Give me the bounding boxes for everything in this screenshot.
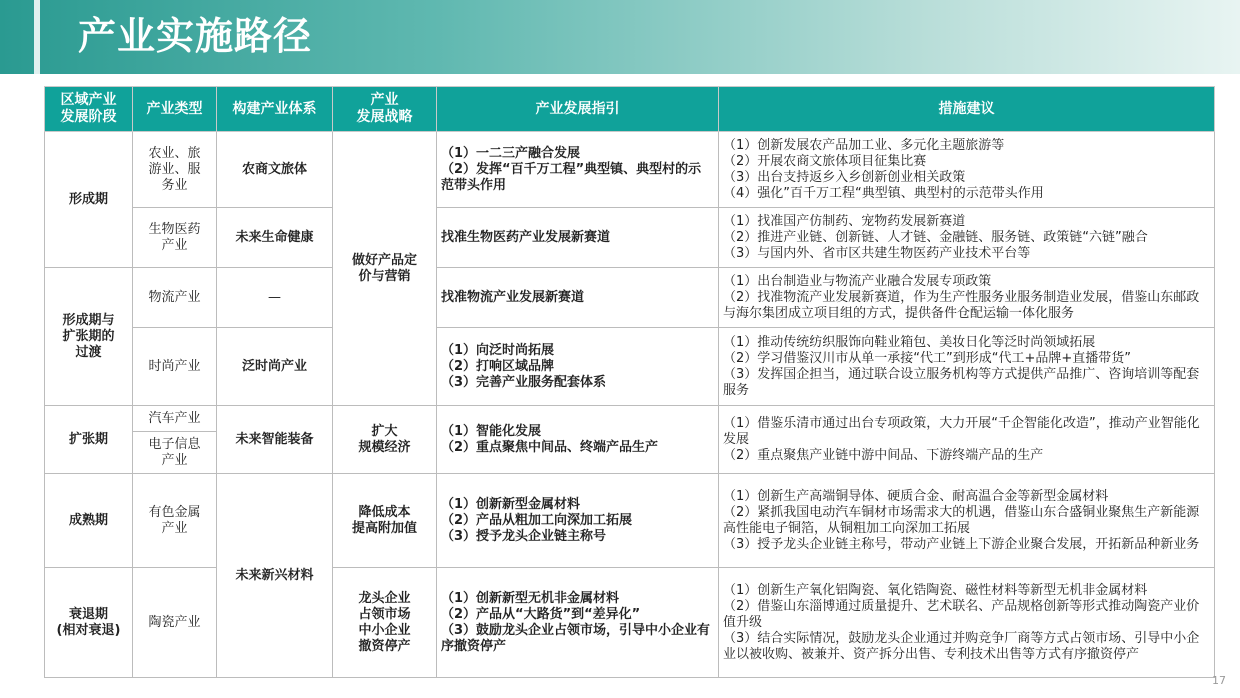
type-cell: 陶瓷产业 [133,568,217,678]
banner-accent-bar [34,0,40,74]
table-header-row [45,87,1215,132]
guide-cell: （1）一二三产融合发展 （2）发挥“百千万工程”典型镇、典型村的示范带头作用 [437,132,719,208]
stage-cell: 成熟期 [45,474,133,568]
industry-path-table [44,86,1215,678]
stage-cell: 形成期与 扩张期的 过渡 [45,268,133,406]
header-measures: 措施建议 [719,87,1215,132]
system-cell: 未来新兴材料 [217,474,333,678]
guide-cell: （1）创新新型无机非金属材料 （2）产品从“大路货”到“差异化” （3）鼓励龙头企业占领市场，引导中小企业有序撤资停产 [437,568,719,678]
measure-cell: （1）创新发展农产品加工业、多元化主题旅游等 （2）开展农商文旅体项目征集比赛 （3）出台支持返乡入乡创新创业相关政策 （4）强化”百千万工程“典型镇、典型村的示范带头作用 [719,132,1215,208]
type-cell: 生物医药 产业 [133,208,217,268]
guide-cell: （1）向泛时尚拓展 （2）打响区域品牌 （3）完善产业服务配套体系 [437,328,719,406]
table-row [45,132,1215,208]
header-type: 产业类型 [133,87,217,132]
header-system: 构建产业体系 [217,87,333,132]
type-cell: 有色金属 产业 [133,474,217,568]
type-cell: 物流产业 [133,268,217,328]
strategy-cell: 做好产品定 价与营销 [333,132,437,406]
guide-cell: 找准物流产业发展新赛道 [437,268,719,328]
table-row [45,474,1215,568]
type-cell: 电子信息 产业 [133,432,217,474]
guide-cell: （1）智能化发展 （2）重点聚焦中间品、终端产品生产 [437,406,719,474]
measure-cell: （1）找准国产仿制药、宠物药发展新赛道 （2）推进产业链、创新链、人才链、金融链、服务链、政策链“六链”融合 （3）与国内外、省市区共建生物医药产业技术平台等 [719,208,1215,268]
page-title: 产业实施路径 [78,14,313,58]
guide-cell: 找准生物医药产业发展新赛道 [437,208,719,268]
stage-cell: 扩张期 [45,406,133,474]
table-row [45,268,1215,328]
measure-cell: （1）借鉴乐清市通过出台专项政策，大力开展“千企智能化改造”，推动产业智能化发展 （2）重点聚焦产业链中游中间品、下游终端产品的生产 [719,406,1215,474]
type-cell: 时尚产业 [133,328,217,406]
guide-cell: （1）创新新型金属材料 （2）产品从粗加工向深加工拓展 （3）授予龙头企业链主称号 [437,474,719,568]
type-cell: 农业、旅 游业、服 务业 [133,132,217,208]
title-banner [0,0,1240,74]
system-cell: — [217,268,333,328]
system-cell: 未来智能装备 [217,406,333,474]
system-cell: 农商文旅体 [217,132,333,208]
table-row [45,328,1215,406]
measure-cell: （1）推动传统纺织服饰向鞋业箱包、美妆日化等泛时尚领域拓展 （2）学习借鉴汉川市从单一承接“代工”到形成“代工+品牌+直播带货” （3）发挥国企担当，通过联合设立服务机构等方式提供产品推广、咨询培训等配套服务 [719,328,1215,406]
system-cell: 泛时尚产业 [217,328,333,406]
table-row [45,208,1215,268]
measure-cell: （1）出台制造业与物流产业融合发展专项政策 （2）找准物流产业发展新赛道，作为生产性服务业服务制造业发展，借鉴山东邮政与海尔集团成立项目组的方式，提供备件仓配运输一体化服务 [719,268,1215,328]
strategy-cell: 降低成本 提高附加值 [333,474,437,568]
header-stage: 区域产业 发展阶段 [45,87,133,132]
strategy-cell: 扩大 规模经济 [333,406,437,474]
table-row [45,406,1215,432]
header-strategy: 产业 发展战略 [333,87,437,132]
type-cell: 汽车产业 [133,406,217,432]
measure-cell: （1）创新生产氧化铝陶瓷、氧化锆陶瓷、磁性材料等新型无机非金属材料 （2）借鉴山东淄博通过质量提升、艺术联名、产品规格创新等形式推动陶瓷产业价值升级 （3）结合实际情况，鼓励龙头企业通过并购竞争厂商等方式占领市场、引导中小企业以被收购、被兼并、资产拆分出售、专利技术出售等方式有序撤资停产 [719,568,1215,678]
measure-cell: （1）创新生产高端铜导体、硬质合金、耐高温合金等新型金属材料 （2）紧抓我国电动汽车铜材市场需求大的机遇，借鉴山东合盛铜业聚焦生产新能源高性能电子铜箔，从铜粗加工向深加工拓展 （3）授予龙头企业链主称号，带动产业链上下游企业聚合发展，开拓新品种新业务 [719,474,1215,568]
header-guide: 产业发展指引 [437,87,719,132]
stage-cell: 形成期 [45,132,133,268]
strategy-cell: 龙头企业 占领市场 中小企业 撤资停产 [333,568,437,678]
system-cell: 未来生命健康 [217,208,333,268]
stage-cell: 衰退期 (相对衰退) [45,568,133,678]
page-number: 17 [1212,674,1226,687]
